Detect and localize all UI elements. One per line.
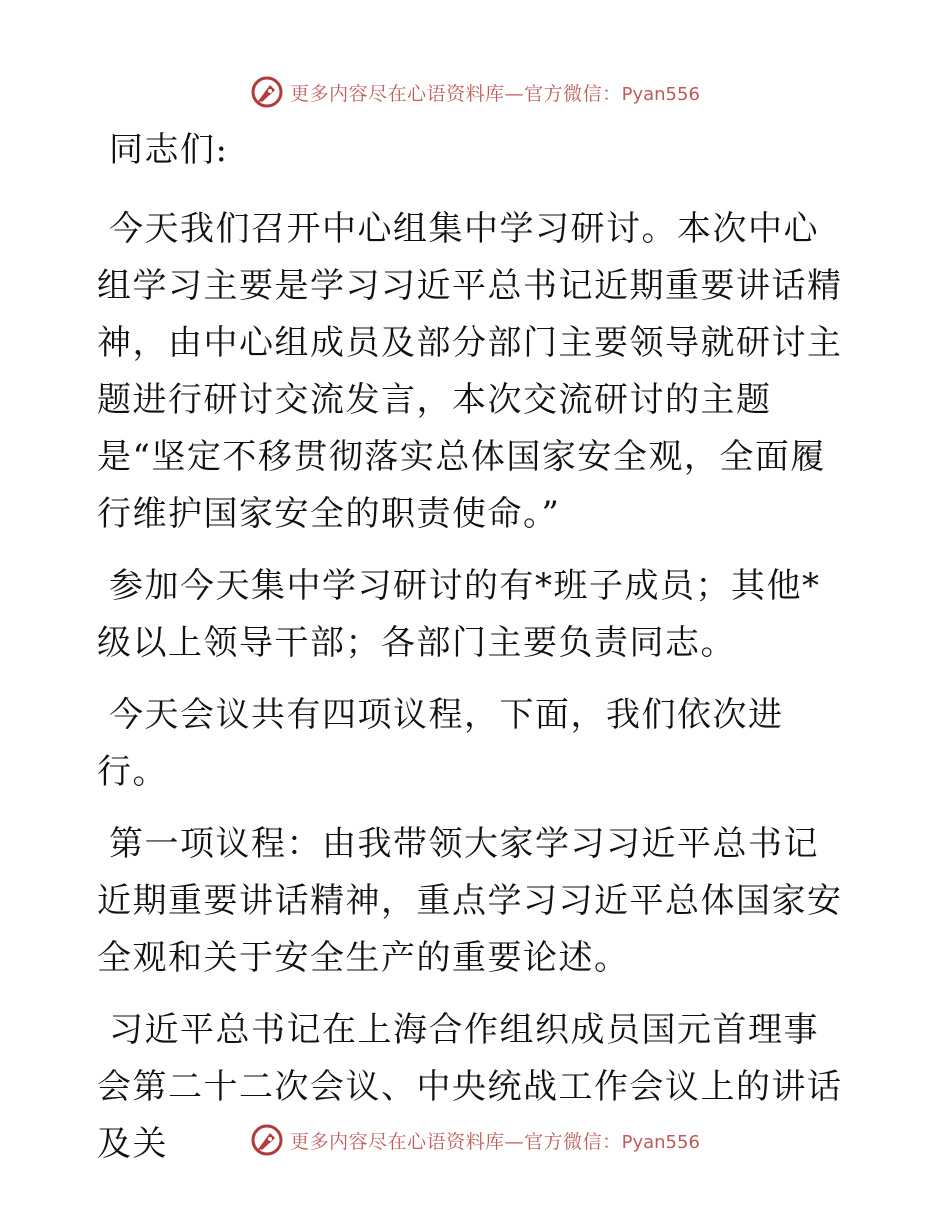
pen-nib-logo-icon: [250, 1123, 284, 1157]
paragraph-4: 第一项议程：由我带领大家学习习近平总书记近期重要讲话精神，重点学习习近平总体国家安全观和关于安全生产的重要论述。: [97, 824, 843, 978]
header-watermark: [0, 74, 950, 110]
pen-nib-logo-icon: [250, 75, 284, 109]
document-body: [97, 122, 853, 1188]
paragraph-1: 今天我们召开中心组集中学习研讨。本次中心组学习主要是学习习近平总书记近期重要讲话精神，由中心组成员及部分部门主要领导就研讨主题进行研讨交流发言，本次交流研讨的主题是“坚定不移贯彻落实总体国家安全观，全面履行维护国家安全的职责使命。”: [97, 209, 843, 534]
watermark-text: 更多内容尽在心语资料库—官方微信：Pyan556: [290, 82, 700, 105]
watermark-text: 更多内容尽在心语资料库—官方微信：Pyan556: [290, 1130, 700, 1153]
paragraph-5: 习近平总书记在上海合作组织成员国元首理事会第二十二次会议、中央统战工作会议上的讲话及关: [97, 1010, 843, 1164]
salutation: 同志们:: [109, 130, 229, 170]
paragraph-2: 参加今天集中学习研讨的有*班子成员；其他*级以上领导干部；各部门主要负责同志。: [97, 566, 821, 663]
paragraph-3: 今天会议共有四项议程，下面，我们依次进行。: [97, 695, 784, 792]
footer-watermark: [0, 1122, 950, 1158]
